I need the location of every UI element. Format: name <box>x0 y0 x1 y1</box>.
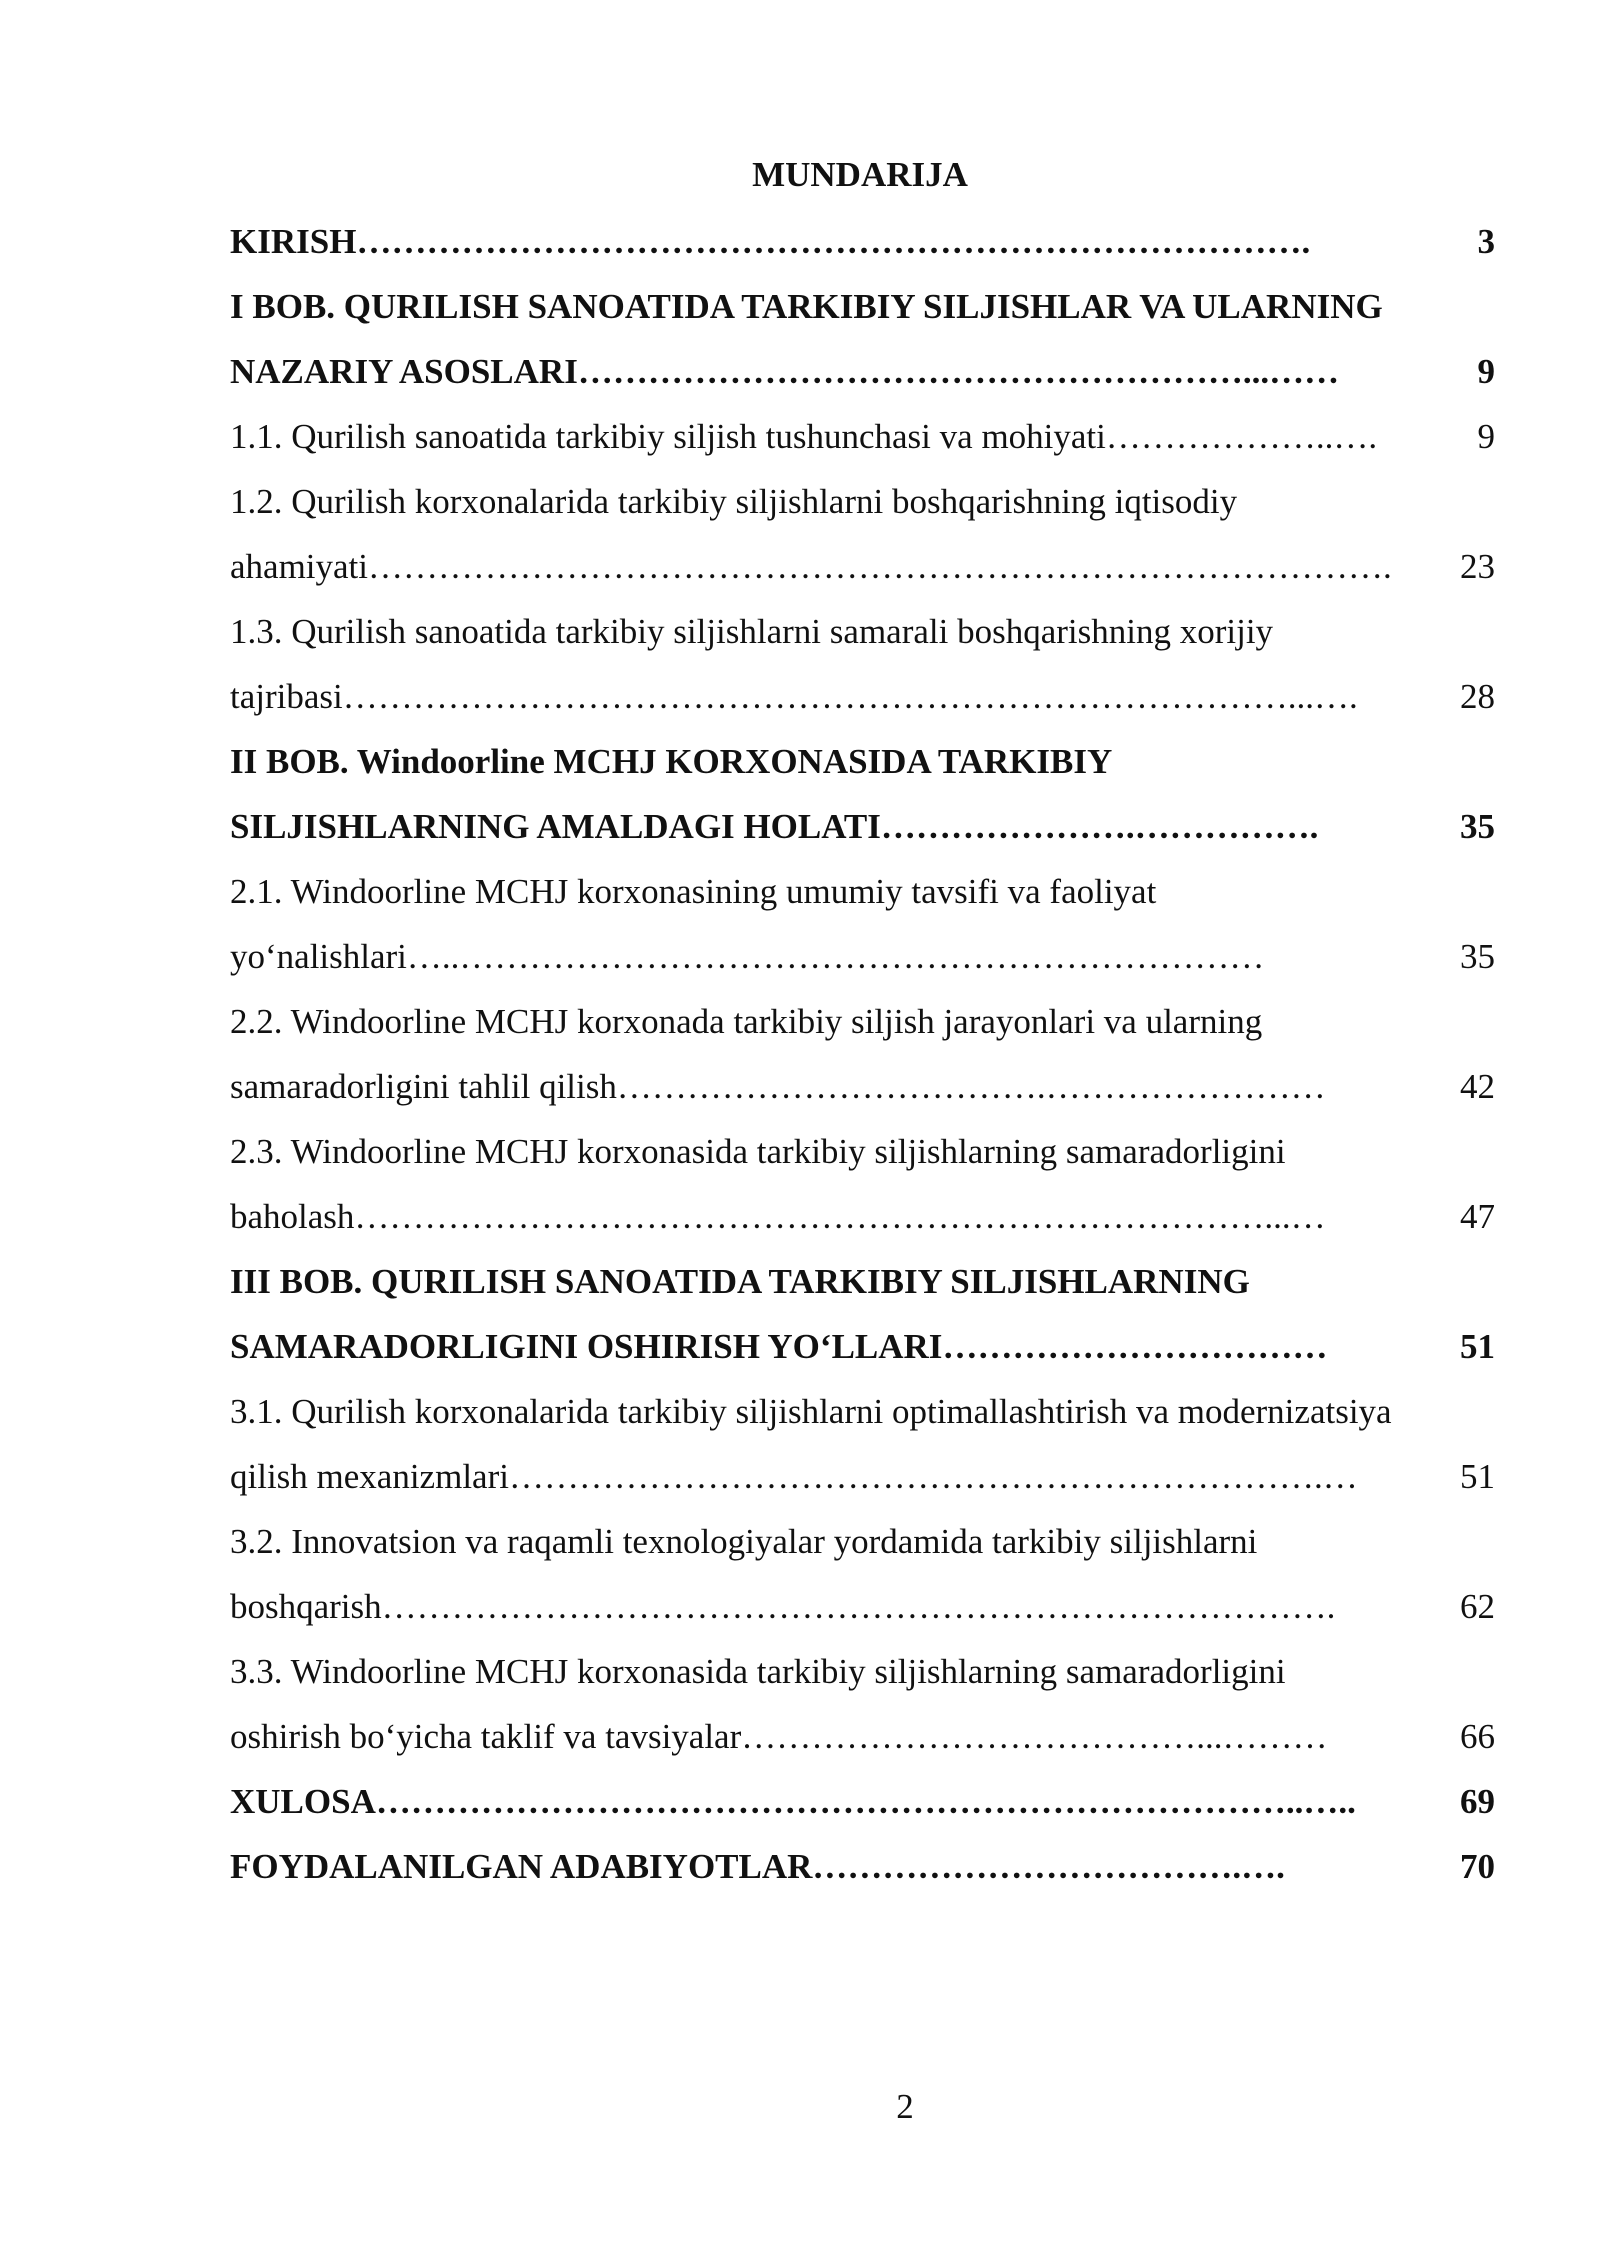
toc-entry <box>230 1119 1495 1249</box>
toc-entry-line: 1.2. Qurilish korxonalarida tarkibiy siljishlarni boshqarishning iqtisodiy <box>230 482 1238 521</box>
toc-leader-dots: ………………………………………………………………………. <box>381 1587 1336 1626</box>
toc-entry-leader-line <box>230 1054 1495 1119</box>
toc-entry-leader-line <box>230 339 1495 404</box>
toc-entry <box>230 1379 1495 1509</box>
toc-entry-line: 3.2. Innovatsion va raqamli texnologiyalar yordamida tarkibiy siljishlarni <box>230 1522 1258 1561</box>
toc-entry <box>230 1834 1495 1899</box>
toc-page-number: 23 <box>1460 547 1495 586</box>
toc-entry-line: 2.3. Windoorline MCHJ korxonasida tarkibiy siljishlarning samaradorligini <box>230 1132 1286 1171</box>
toc-entry-leader-line <box>230 664 1495 729</box>
toc-leader-dots: …………………………… <box>942 1327 1328 1366</box>
toc-page-number: 3 <box>1477 222 1495 261</box>
toc-entry <box>230 469 1495 599</box>
toc-page-number: 42 <box>1460 1067 1495 1106</box>
toc-entry-line: 1.3. Qurilish sanoatida tarkibiy siljishlarni samarali boshqarishning xorijiy <box>230 612 1274 651</box>
toc-entry-leader-line <box>230 1444 1495 1509</box>
toc-page-number: 35 <box>1460 807 1495 846</box>
toc-page-number: 35 <box>1460 937 1495 976</box>
toc-entry-line: II BOB. Windoorline MCHJ KORXONASIDA TARKIBIY <box>230 742 1113 781</box>
toc-entry <box>230 209 1495 274</box>
toc-entry-line: 3.1. Qurilish korxonalarida tarkibiy siljishlarni optimallashtirish va modernizatsiya <box>230 1392 1392 1431</box>
toc-leader-dots: ……………………………….…………………… <box>616 1067 1326 1106</box>
page-number: 2 <box>896 2087 914 2126</box>
toc-leader-dots: ………………………………………………………………………...…. <box>342 677 1358 716</box>
toc-entry-text: baholash <box>230 1197 355 1236</box>
toc-entry-text: 1.1. Qurilish sanoatida tarkibiy siljish tushunchasi va mohiyati <box>230 417 1106 456</box>
toc-leader-dots: ……………………………………………………………………...… <box>354 1197 1326 1236</box>
toc-entry-leader-line <box>230 1769 1495 1834</box>
toc-entry-leader-line <box>230 1834 1495 1899</box>
toc-entry-text: XULOSA <box>230 1782 376 1821</box>
toc-entry <box>230 404 1495 469</box>
toc-entry <box>230 1639 1495 1769</box>
toc-page-number: 66 <box>1460 1717 1495 1756</box>
toc-entry <box>230 729 1495 859</box>
toc-entry-leader-line <box>230 209 1495 274</box>
toc-page-number: 70 <box>1460 1847 1495 1886</box>
toc-entry <box>230 989 1495 1119</box>
toc-entry-text: FOYDALANILGAN ADABIYOTLAR <box>230 1847 813 1886</box>
toc-entry-text: ahamiyati <box>230 547 369 586</box>
toc-page-number: 62 <box>1460 1587 1495 1626</box>
toc-entry-text: SILJISHLARNING AMALDAGI HOLATI <box>230 807 881 846</box>
toc-entry-text: NAZARIY ASOSLARI <box>230 352 578 391</box>
toc-entry-leader-line <box>230 1574 1495 1639</box>
toc-entry-leader-line <box>230 534 1495 599</box>
toc-entry-text: tajribasi <box>230 677 343 716</box>
toc-entry <box>230 1769 1495 1834</box>
toc-page-number: 28 <box>1460 677 1495 716</box>
toc-page-number: 69 <box>1460 1782 1495 1821</box>
toc-entry-text: KIRISH <box>230 222 357 261</box>
toc-page-number: 9 <box>1477 417 1495 456</box>
toc-entry <box>230 859 1495 989</box>
toc-page-number: 51 <box>1460 1327 1495 1366</box>
toc-entry-text: boshqarish <box>230 1587 382 1626</box>
toc-entry <box>230 1509 1495 1639</box>
toc-entry-leader-line <box>230 1314 1495 1379</box>
toc-entry-text: qilish mexanizmlari <box>230 1457 509 1496</box>
toc-entry-leader-line <box>230 1184 1495 1249</box>
toc-leader-dots: ……………………………………………………………………..….. <box>375 1782 1356 1821</box>
toc-leader-dots: …………………………………...……… <box>741 1717 1328 1756</box>
toc-leader-dots: …..…………………………………………………………… <box>406 937 1265 976</box>
toc-entry-leader-line <box>230 1704 1495 1769</box>
toc-entry-line: 2.2. Windoorline MCHJ korxonada tarkibiy siljish jarayonlari va ularning <box>230 1002 1263 1041</box>
toc-page-number: 47 <box>1460 1197 1495 1236</box>
toc-leader-dots: ……………………………………………………………………………. <box>368 547 1392 586</box>
toc-entry <box>230 1249 1495 1379</box>
toc-entry-text: SAMARADORLIGINI OSHIRISH YO‘LLARI <box>230 1327 943 1366</box>
toc-entry-leader-line <box>230 794 1495 859</box>
toc-entry-line: III BOB. QURILISH SANOATIDA TARKIBIY SILJISHLARNING <box>230 1262 1250 1301</box>
toc-entry-line: 2.1. Windoorline MCHJ korxonasining umumiy tavsifi va faoliyat <box>230 872 1157 911</box>
toc-entry-text: oshirish bo‘yicha taklif va tavsiyalar <box>230 1717 742 1756</box>
toc-entry-line: I BOB. QURILISH SANOATIDA TARKIBIY SILJISHLAR VA ULARNING <box>230 287 1383 326</box>
toc-entry-leader-line <box>230 924 1495 989</box>
toc-entry-leader-line <box>230 404 1495 469</box>
toc-leader-dots: ………………….……………. <box>880 807 1319 846</box>
toc-entry-line: 3.3. Windoorline MCHJ korxonasida tarkibiy siljishlarning samaradorligini <box>230 1652 1286 1691</box>
toc-page-number: 9 <box>1477 352 1495 391</box>
toc-entry <box>230 599 1495 729</box>
toc-leader-dots: ………………..…. <box>1105 417 1378 456</box>
toc-leader-dots: ………………………………………………………………………. <box>356 222 1311 261</box>
toc-entry-text: yo‘nalishlari <box>230 937 407 976</box>
toc-leader-dots: …………………………………………………………….… <box>508 1457 1358 1496</box>
toc-leader-dots: …………………………………………………...…… <box>577 352 1340 391</box>
toc-entry <box>230 274 1495 404</box>
toc-entry-text: samaradorligini tahlil qilish <box>230 1067 617 1106</box>
toc-page-number: 51 <box>1460 1457 1495 1496</box>
toc-leader-dots: ……………………………….…. <box>812 1847 1285 1886</box>
toc-title: MUNDARIJA <box>752 155 968 194</box>
table-of-contents <box>230 209 1495 1899</box>
